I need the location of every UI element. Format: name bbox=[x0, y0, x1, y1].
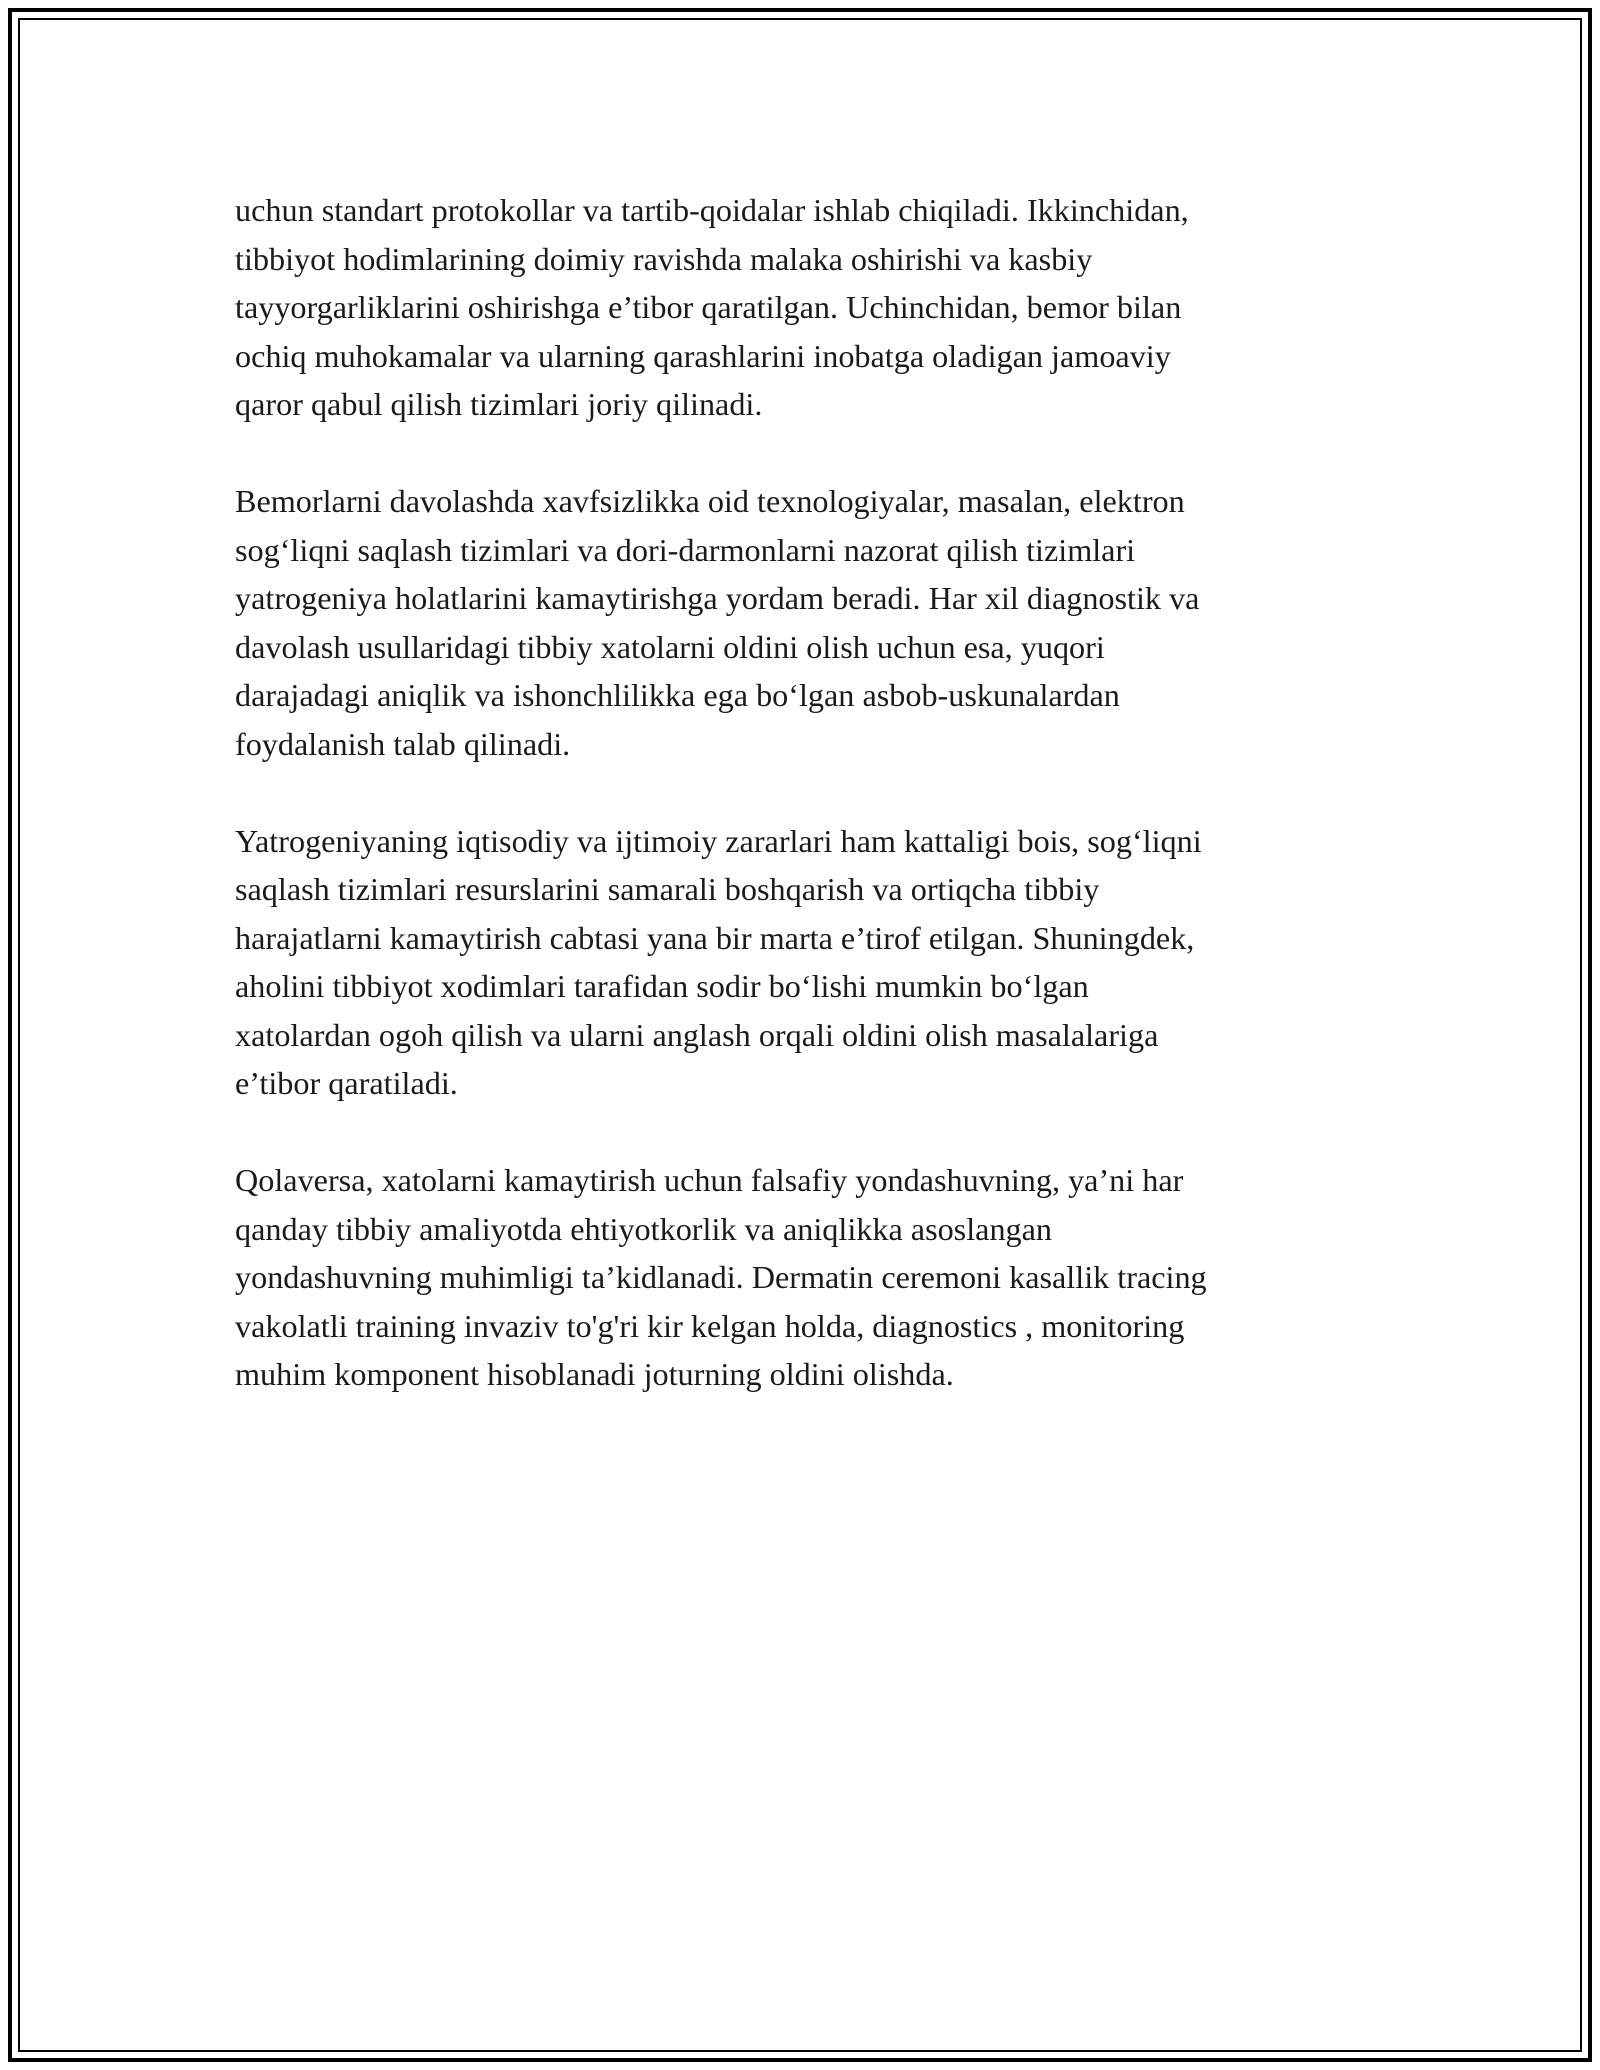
text-line: aholini tibbiyot xodimlari tarafidan sodir bo‘lishi mumkin bo‘lgan bbox=[235, 968, 1089, 1004]
text-line: qanday tibbiy amaliyotda ehtiyotkorlik va aniqlikka asoslangan bbox=[235, 1210, 1053, 1247]
text-line: vakolatli training invaziv to'g'ri kir kelgan holda, diagnostics , monitoring bbox=[235, 1307, 1185, 1344]
paragraph-2 bbox=[235, 477, 1375, 768]
text-line: Qolaversa, xatolarni kamaytirish uchun falsafiy yondashuvning, ya’ni har bbox=[235, 1162, 1184, 1198]
text-line: saqlash tizimlari resurslarini samarali boshqarish va ortiqcha tibbiy bbox=[235, 871, 1100, 907]
text-line: harajatlarni kamaytirish cabtasi yana bir marta e’tirof etilgan. Shuningdek, bbox=[235, 919, 1195, 956]
text-line: Yatrogeniyaning iqtisodiy va ijtimoiy zararlari ham kattaligi bois, sog‘liqni bbox=[235, 822, 1202, 859]
text-line: davolash usullaridagi tibbiy xatolarni oldini olish uchun esa, yuqori bbox=[235, 628, 1105, 665]
text-line: ochiq muhokamalar va ularning qarashlarini inobatga oladigan jamoaviy bbox=[235, 337, 1171, 374]
text-line: sog‘liqni saqlash tizimlari va dori-darmonlarni nazorat qilish tizimlari bbox=[235, 531, 1136, 568]
text-line: tibbiyot hodimlarining doimiy ravishda malaka oshirishi va kasbiy bbox=[235, 240, 1093, 277]
text-line: e’tibor qaratiladi. bbox=[235, 1065, 458, 1101]
text-line: darajadagi aniqlik va ishonchlilikka ega bo‘lgan asbob-uskunalardan bbox=[235, 677, 1120, 713]
text-line: uchun standart protokollar va tartib-qoidalar ishlab chiqiladi. Ikkinchidan, bbox=[235, 192, 1189, 228]
paragraph-3 bbox=[235, 817, 1375, 1108]
text-line: xatolardan ogoh qilish va ularni anglash orqali oldini olish masalalariga bbox=[235, 1016, 1159, 1053]
paragraph-4 bbox=[235, 1156, 1375, 1399]
text-line: muhim komponent hisoblanadi joturning oldini olishda. bbox=[235, 1356, 954, 1392]
text-line: yatrogeniya holatlarini kamaytirishga yordam beradi. Har xil diagnostik va bbox=[235, 580, 1200, 616]
text-line: yondashuvning muhimligi ta’kidlanadi. Dermatin ceremoni kasallik tracing bbox=[235, 1259, 1207, 1295]
document-body bbox=[235, 186, 1375, 1447]
text-line: qaror qabul qilish tizimlari joriy qilinadi. bbox=[235, 386, 763, 422]
text-line: Bemorlarni davolashda xavfsizlikka oid texnologiyalar, masalan, elektron bbox=[235, 483, 1185, 519]
text-line: tayyorgarliklarini oshirishga e’tibor qaratilgan. Uchinchidan, bemor bilan bbox=[235, 289, 1182, 325]
paragraph-1 bbox=[235, 186, 1375, 429]
text-line: foydalanish talab qilinadi. bbox=[235, 725, 571, 762]
